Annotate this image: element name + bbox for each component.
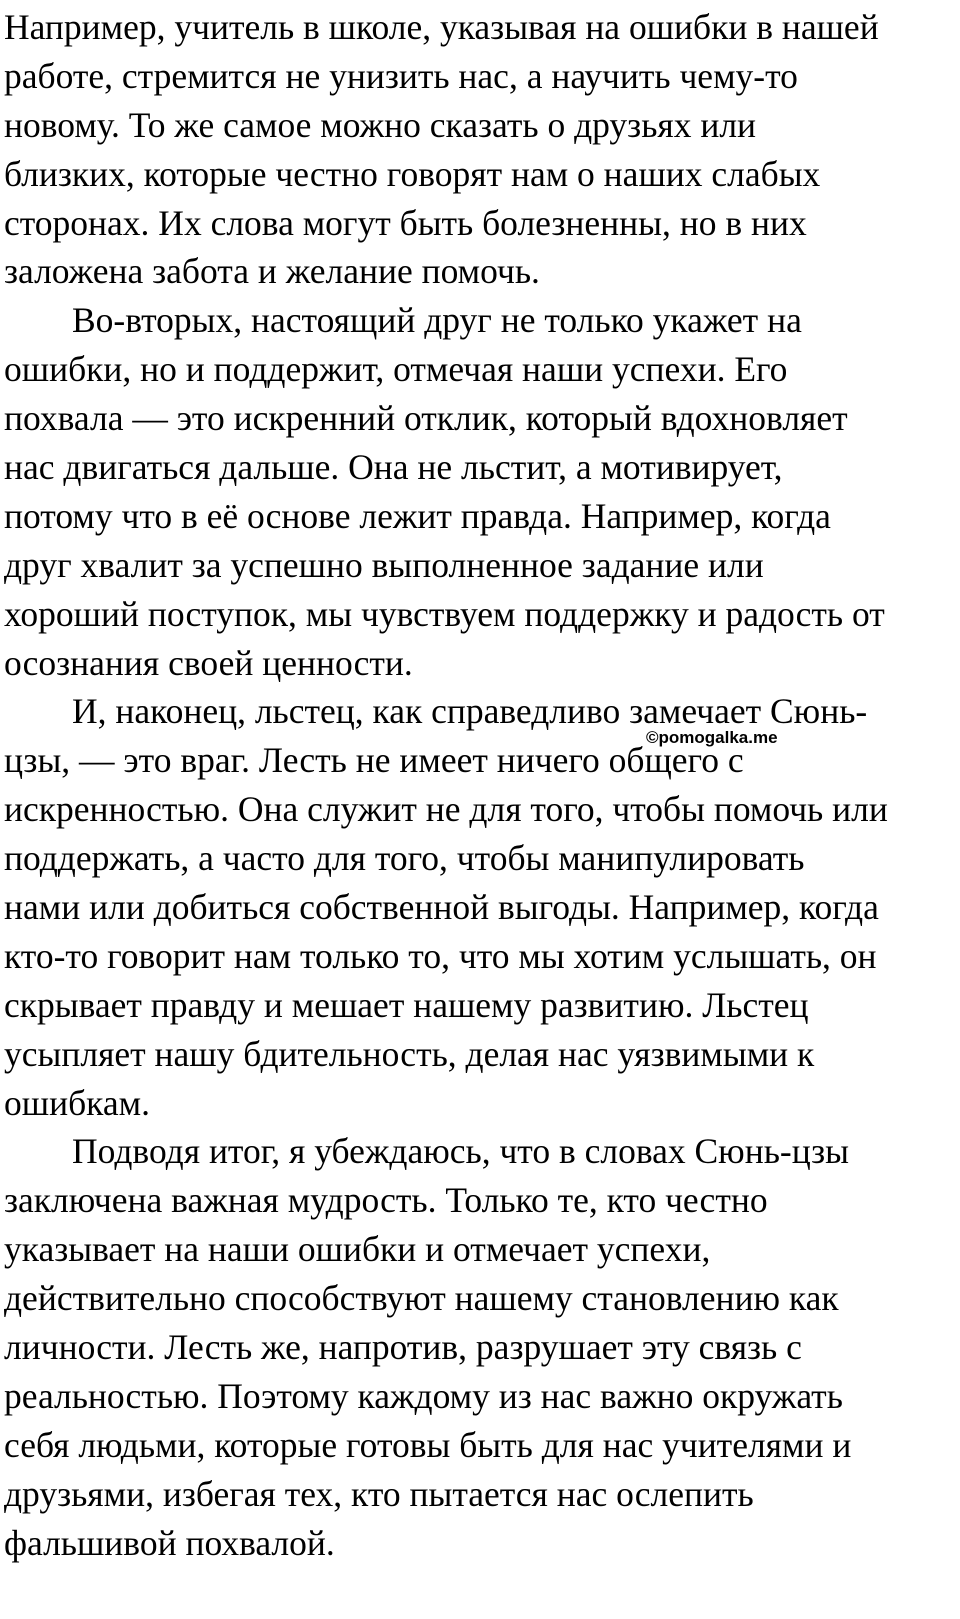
text-line: И, наконец, льстец, как справедливо замечает Сюнь- <box>72 691 868 732</box>
watermark: ©pomogalka.me <box>646 728 778 747</box>
text-line: себя людьми, которые готовы быть для нас учителями и <box>4 1424 852 1465</box>
text-line: заложена забота и желание помочь. <box>4 251 540 292</box>
text-line: нас двигаться дальше. Она не льстит, а мотивирует, <box>4 447 783 488</box>
text-line: работе, стремится не унизить нас, а научить чему-то <box>4 55 798 96</box>
text-line: потому что в её основе лежит правда. Например, когда <box>4 495 831 536</box>
paragraph-secondly <box>4 296 954 687</box>
text-line: поддержать, а часто для того, чтобы манипулировать <box>4 838 805 879</box>
text-line: похвала — это искренний отклик, который вдохновляет <box>4 398 848 439</box>
text-line: ошибкам. <box>4 1082 150 1123</box>
text-line: осознания своей ценности. <box>4 642 413 683</box>
text-line: кто-то говорит нам только то, что мы хотим услышать, он <box>4 935 877 976</box>
text-line: нами или добиться собственной выгоды. Например, когда <box>4 887 879 928</box>
text-line: искренностью. Она служит не для того, чтобы помочь или <box>4 789 888 830</box>
text-line: заключена важная мудрость. Только те, кто честно <box>4 1180 768 1221</box>
text-line: Например, учитель в школе, указывая на ошибки в нашей <box>4 7 879 47</box>
paragraph-finally <box>4 687 954 1127</box>
paragraph-examples <box>4 3 954 296</box>
text-line: близких, которые честно говорят нам о наших слабых <box>4 153 821 194</box>
text-line: сторонах. Их слова могут быть болезненны, но в них <box>4 202 807 243</box>
text-line: Во-вторых, настоящий друг не только укажет на <box>72 300 802 341</box>
text-line: скрывает правду и мешает нашему развитию. Льстец <box>4 984 809 1025</box>
text-line: усыпляет нашу бдительность, делая нас уязвимыми к <box>4 1033 815 1074</box>
text-line: фальшивой похвалой. <box>4 1522 335 1563</box>
text-line: новому. То же самое можно сказать о друзьях или <box>4 104 757 145</box>
text-line: действительно способствуют нашему становлению как <box>4 1278 839 1319</box>
text-line: указывает на наши ошибки и отмечает успехи, <box>4 1229 711 1270</box>
text-line: ошибки, но и поддержит, отмечая наши успехи. Его <box>4 349 788 390</box>
text-line: личности. Лесть же, напротив, разрушает эту связь с <box>4 1327 802 1368</box>
paragraph-conclusion <box>4 1127 954 1567</box>
text-line: цзы, — это враг. Лесть не имеет ничего общего с <box>4 740 744 781</box>
text-line: друзьями, избегая тех, кто пытается нас ослепить <box>4 1473 754 1514</box>
text-line: друг хвалит за успешно выполненное задание или <box>4 544 764 585</box>
text-line: реальностью. Поэтому каждому из нас важно окружать <box>4 1375 843 1416</box>
document-body <box>4 3 954 1568</box>
text-line: Подводя итог, я убеждаюсь, что в словах Сюнь-цзы <box>72 1131 850 1172</box>
text-line: хороший поступок, мы чувствуем поддержку и радость от <box>4 593 885 634</box>
